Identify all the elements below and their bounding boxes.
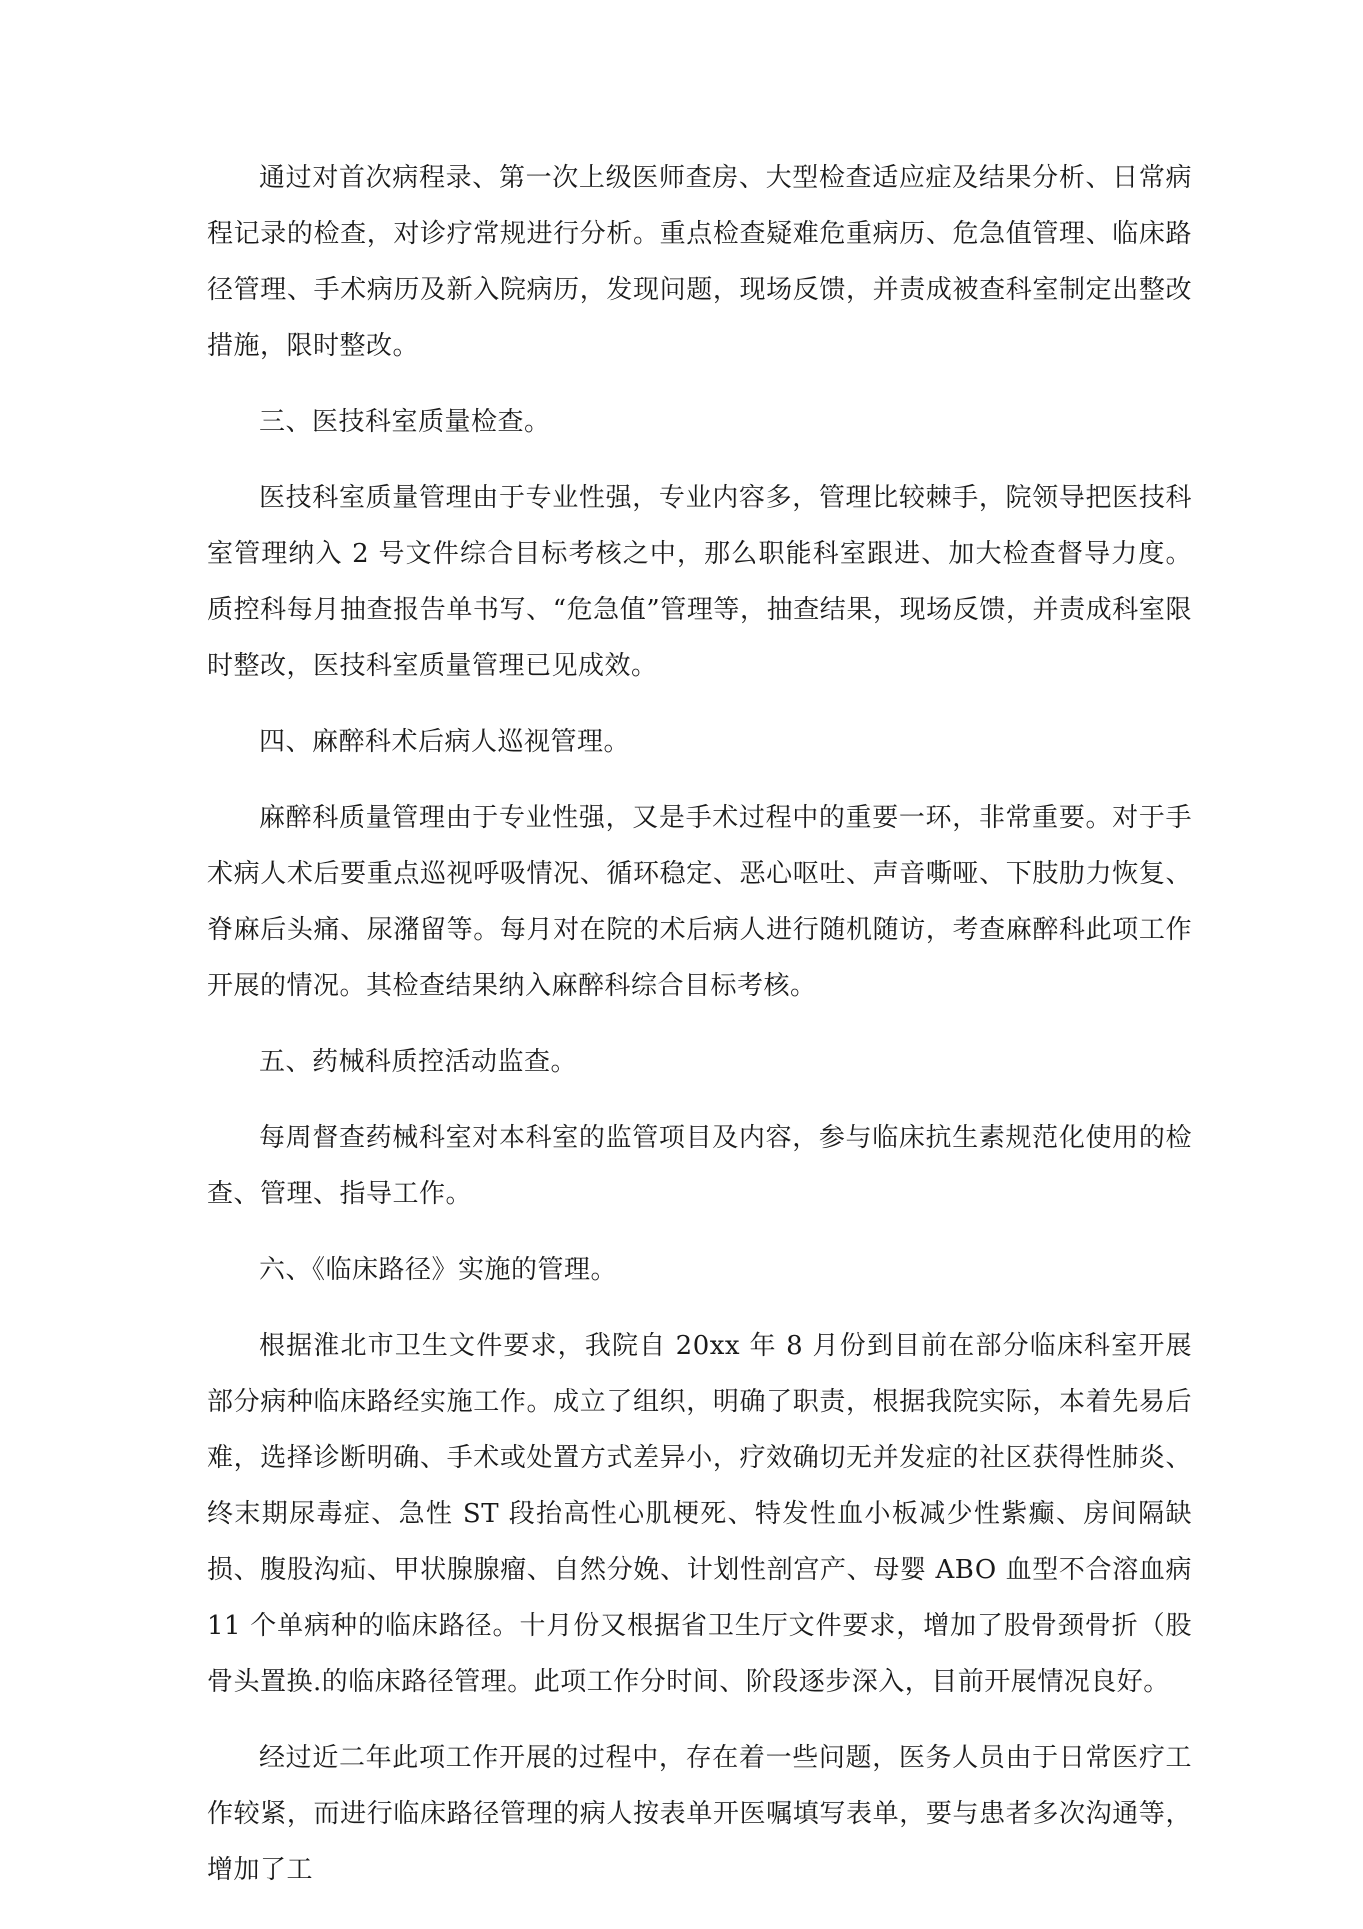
paragraph-clinical-pathway: 根据淮北市卫生文件要求，我院自 20xx 年 8 月份到目前在部分临床科室开展部分病种临床路经实施工作。成立了组织，明确了职责，根据我院实际，本着先易后难，选择诊断明确、手术或处置方式差异小，疗效确切无并发症的社区获得性肺炎、终末期尿毒症、急性 ST 段抬高性心肌梗死、特发性血小板减少性紫癫、房间隔缺损、腹股沟疝、甲状腺腺瘤、自然分娩、计划性剖宫产、母婴 ABO 血型不合溶血病 11 个单病种的临床路径。十月份又根据省卫生厅文件要求，增加了股骨颈骨折（股骨头置换.的临床路径管理。此项工作分时间、阶段逐步深入，目前开展情况良好。 [207, 1331, 1192, 1697]
section-heading-5: 五、药械科质控活动监查。 [259, 1047, 578, 1077]
section-heading-6: 六、《临床路径》实施的管理。 [259, 1255, 618, 1285]
paragraph-anesthesia-patrol: 麻醉科质量管理由于专业性强，又是手术过程中的重要一环，非常重要。对于手术病人术后要重点巡视呼吸情况、循环稳定、恶心呕吐、声音嘶哑、下肢肋力恢复、脊麻后头痛、尿潴留等。每月对在院的术后病人进行随机随访，考查麻醉科此项工作开展的情况。其检查结果纳入麻醉科综合目标考核。 [207, 803, 1192, 1001]
document-body [207, 150, 1192, 1918]
paragraph-pathway-problems: 经过近二年此项工作开展的过程中，存在着一些问题，医务人员由于日常医疗工作较紧，而进行临床路径管理的病人按表单开医嘱填写表单，要与患者多次沟通等，增加了工 [207, 1743, 1192, 1885]
paragraph-pharmacy-supervision: 每周督查药械科室对本科室的监管项目及内容，参与临床抗生素规范化使用的检查、管理、指导工作。 [207, 1123, 1192, 1209]
section-heading-3: 三、医技科室质量检查。 [259, 407, 551, 437]
paragraph-medical-technology-quality: 医技科室质量管理由于专业性强，专业内容多，管理比较棘手，院领导把医技科室管理纳入 2 号文件综合目标考核之中，那么职能科室跟进、加大检查督导力度。质控科每月抽查报告单书写、“危急值”管理等，抽查结果，现场反馈，并责成科室限时整改，医技科室质量管理已见成效。 [207, 483, 1192, 681]
paragraph-medical-record-check: 通过对首次病程录、第一次上级医师查房、大型检查适应症及结果分析、日常病程记录的检查，对诊疗常规进行分析。重点检查疑难危重病历、危急值管理、临床路径管理、手术病历及新入院病历，发现问题，现场反馈，并责成被查科室制定出整改措施，限时整改。 [207, 163, 1192, 361]
section-heading-4: 四、麻醉科术后病人巡视管理。 [259, 727, 631, 757]
